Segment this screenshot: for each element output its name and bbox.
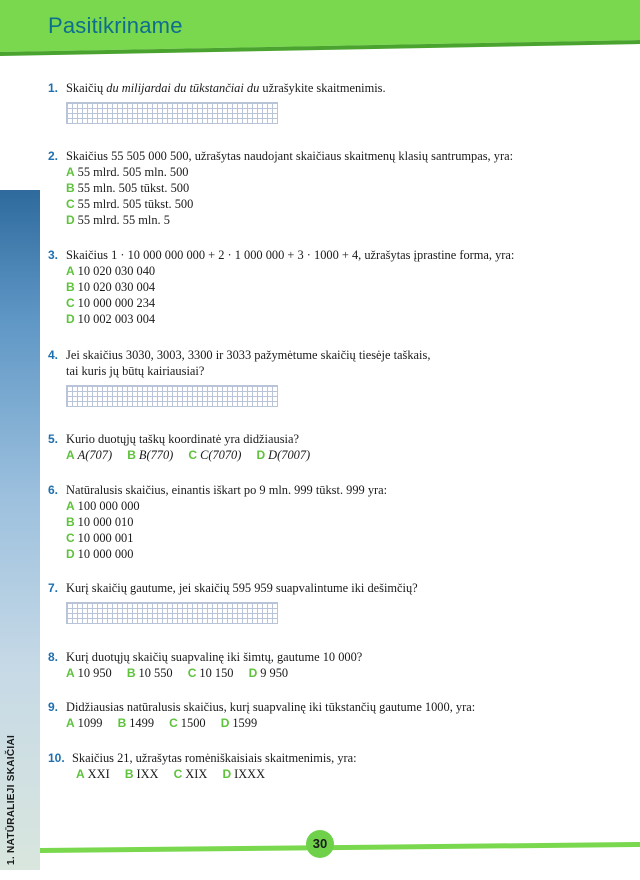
question-text: Kurį skaičių gautume, jei skaičių 595 959 suapvalintume iki dešimčių? [66,581,418,595]
question-text: Didžiausias natūralusis skaičius, kurį suapvalinę iki tūkstančių gautume 1000, yra: [66,700,476,714]
option-d[interactable]: D 10 000 000 [66,547,134,561]
question-text: Skaičių [66,81,107,95]
question-3 [48,247,514,327]
question-number: 1. [48,81,59,95]
question-text: Jei skaičius 3030, 3003, 3300 ir 3033 pažymėtume skaičių tiesėje taškais, [66,348,431,362]
option-c[interactable]: C 55 mlrd. 505 tūkst. 500 [66,197,194,211]
option-a[interactable]: A 55 mlrd. 505 mln. 500 [66,165,189,179]
option-d[interactable]: D IXXX [222,767,266,781]
question-text: Skaičius 55 505 000 500, užrašytas naudojant skaičiaus skaitmenų klasių santrumpas, yra: [66,149,514,163]
option-d[interactable]: D 9 950 [248,666,289,680]
question-text: užrašykite skaitmenimis. [259,81,386,95]
question-10 [48,750,357,782]
option-c[interactable]: C 10 000 000 234 [66,296,156,310]
option-a[interactable]: A 10 020 030 040 [66,264,156,278]
question-text-line2: tai kuris jų būtų kairiausiai? [66,364,205,378]
option-d[interactable]: D 1599 [220,716,258,730]
question-1 [48,80,386,124]
question-number: 8. [48,650,59,664]
question-7 [48,580,418,624]
option-b[interactable]: B 55 mln. 505 tūkst. 500 [66,181,190,195]
option-b[interactable]: B IXX [124,767,159,781]
option-d[interactable]: D 10 002 003 004 [66,312,156,326]
question-text-emphasis: du milijardai du tūkstančiai du [106,81,260,95]
option-a[interactable]: A 10 950 [66,666,112,680]
question-4 [48,347,430,407]
question-number: 7. [48,581,59,595]
answer-grid[interactable] [66,102,278,124]
option-c[interactable]: C 10 000 001 [66,531,134,545]
question-text: Skaičius 1 · 10 000 000 000 + 2 · 1 000 000 + 3 · 1000 + 4, užrašytas įprastine forma, yra: [66,248,515,262]
option-a[interactable]: A XXI [76,767,110,781]
question-text: Natūralusis skaičius, einantis iškart po 9 mln. 999 tūkst. 999 yra: [66,483,388,497]
answer-grid[interactable] [66,385,278,407]
option-c[interactable]: C 10 150 [187,666,234,680]
question-9 [48,699,475,731]
question-5 [48,431,322,463]
option-b[interactable]: B 1499 [117,716,155,730]
option-b[interactable]: B 10 000 010 [66,515,134,529]
option-d[interactable]: D D(7007) [256,448,311,462]
question-number: 5. [48,432,59,446]
chapter-label: 1. NATŪRALIEJI SKAIČIAI [6,734,17,865]
page-header [0,0,640,64]
question-number: 2. [48,149,59,163]
option-b[interactable]: B 10 020 030 004 [66,280,156,294]
question-2 [48,148,513,228]
question-number: 10. [48,751,65,765]
option-c[interactable]: C C(7070) [188,448,242,462]
option-a[interactable]: A 1099 [66,716,103,730]
question-8 [48,649,362,681]
option-c[interactable]: C 1500 [169,716,206,730]
option-c[interactable]: C XIX [173,767,208,781]
answer-grid[interactable] [66,602,278,624]
question-number: 3. [48,248,59,262]
option-b[interactable]: B 10 550 [126,666,173,680]
question-number: 6. [48,483,59,497]
question-number: 4. [48,348,59,362]
option-a[interactable]: A 100 000 000 [66,499,140,513]
question-6 [48,482,387,562]
option-a[interactable]: A A(707) [66,448,113,462]
option-b[interactable]: B B(770) [127,448,174,462]
question-number: 9. [48,700,59,714]
option-d[interactable]: D 55 mlrd. 55 mln. 5 [66,213,170,227]
question-text: Kurį duotųjų skaičių suapvalinę iki šimtų, gautume 10 000? [66,650,363,664]
question-text: Kurio duotųjų taškų koordinatė yra didžiausia? [66,432,299,446]
page-title: Pasitikriname [48,13,183,38]
question-text: Skaičius 21, užrašytas romėniškaisiais skaitmenimis, yra: [72,751,357,765]
page-number: 30 [306,830,334,858]
